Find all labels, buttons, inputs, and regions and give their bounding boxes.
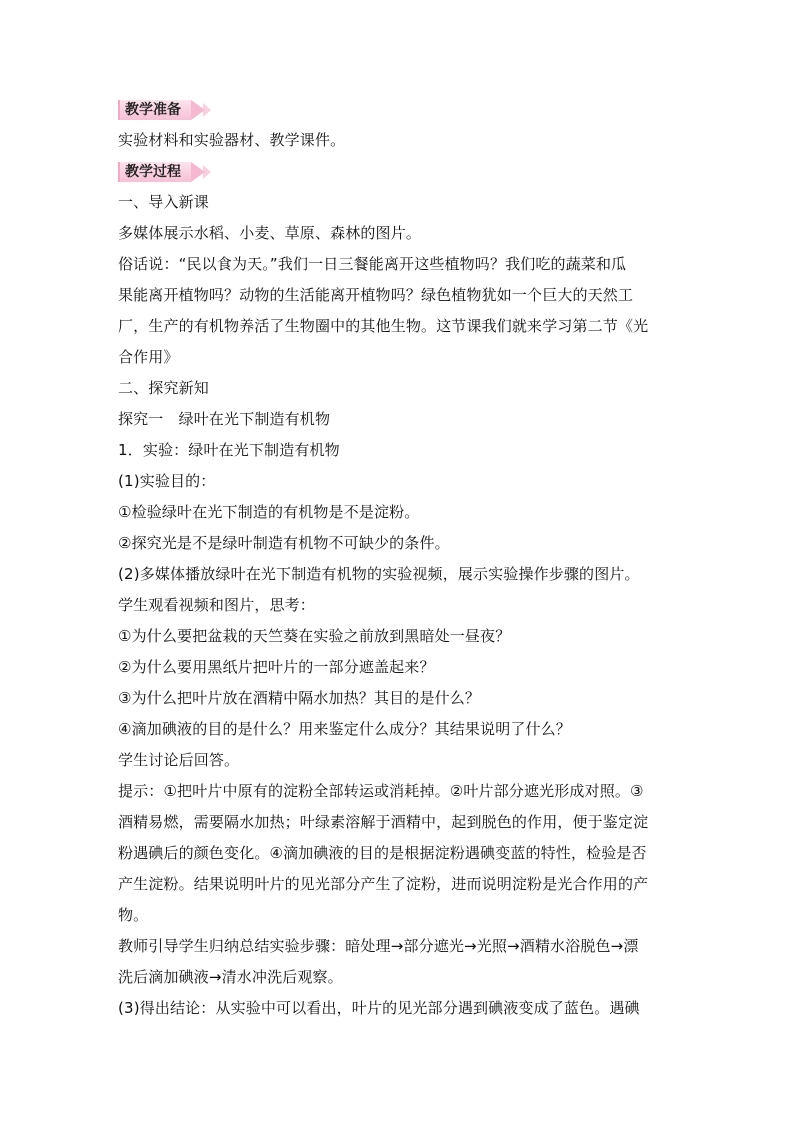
paragraph-line: ①为什么要把盆栽的天竺葵在实验之前放到黑暗处一昼夜？	[118, 627, 511, 645]
paragraph-line: (3)得出结论：从实验中可以看出，叶片的见光部分遇到碘液变成了蓝色。遇碘	[118, 999, 640, 1017]
section-heading-process	[118, 156, 654, 187]
section-tag-prep: 教学准备	[118, 100, 191, 120]
paragraph-line: 实验材料和实验器材、教学课件。	[118, 131, 346, 149]
paragraph-line: 粉遇碘后的颜色变化。④滴加碘液的目的是根据淀粉遇碘变蓝的特性，检验是否	[118, 844, 647, 862]
paragraph-line: 酒精易燃，需要隔水加热；叶绿素溶解于酒精中，起到脱色的作用，便于鉴定淀	[118, 813, 649, 831]
paragraph-line: ②探究光是不是绿叶制造有机物不可缺少的条件。	[118, 534, 450, 552]
paragraph-line: 果能离开植物吗？动物的生活能离开植物吗？绿色植物犹如一个巨大的天然工	[118, 286, 634, 304]
paragraph-line: 多媒体展示水稻、小麦、草原、森林的图片。	[118, 224, 422, 242]
paragraph-line: 合作用》	[118, 348, 179, 366]
paragraph-line: ①检验绿叶在光下制造的有机物是不是淀粉。	[118, 503, 420, 521]
paragraph-line: 洗后滴加碘液→清水冲洗后观察。	[118, 968, 343, 986]
paragraph-line: ④滴加碘液的目的是什么？用来鉴定什么成分？其结果说明了什么？	[118, 720, 571, 738]
paragraph-line: 物。	[118, 906, 149, 924]
section-tag-process: 教学过程	[118, 162, 191, 182]
paragraph-line: 厂，生产的有机物养活了生物圈中的其他生物。这节课我们就来学习第二节《光	[118, 317, 649, 335]
paragraph-line: 1．实验：绿叶在光下制造有机物	[118, 441, 340, 459]
paragraph-line: 学生观看视频和图片，思考：	[118, 596, 315, 614]
paragraph-line: ②为什么要用黑纸片把叶片的一部分遮盖起来？	[118, 658, 435, 676]
section-heading-prep	[118, 94, 654, 125]
paragraph-line: 产生淀粉。结果说明叶片的见光部分产生了淀粉，进而说明淀粉是光合作用的产	[118, 875, 649, 893]
paragraph-line: 提示：①把叶片中原有的淀粉全部转运或消耗掉。②叶片部分遮光形成对照。③	[118, 782, 644, 800]
paragraph-line: (2)多媒体播放绿叶在光下制造有机物的实验视频，展示实验操作步骤的图片。	[118, 565, 640, 583]
paragraph-line: 一、导入新课	[118, 193, 209, 211]
paragraph-line: 二、探究新知	[118, 379, 209, 397]
paragraph-line: 学生讨论后回答。	[118, 751, 240, 769]
paragraph-line: (1)实验目的：	[118, 472, 216, 490]
paragraph-line: 教师引导学生归纳总结实验步骤：暗处理→部分遮光→光照→酒精水浴脱色→漂	[118, 937, 639, 955]
paragraph-line: ③为什么把叶片放在酒精中隔水加热？其目的是什么？	[118, 689, 481, 707]
paragraph-line: 探究一 绿叶在光下制造有机物	[118, 410, 331, 428]
paragraph-line: 俗话说：“民以食为天。”我们一日三餐能离开这些植物吗？我们吃的蔬菜和瓜	[118, 255, 627, 273]
